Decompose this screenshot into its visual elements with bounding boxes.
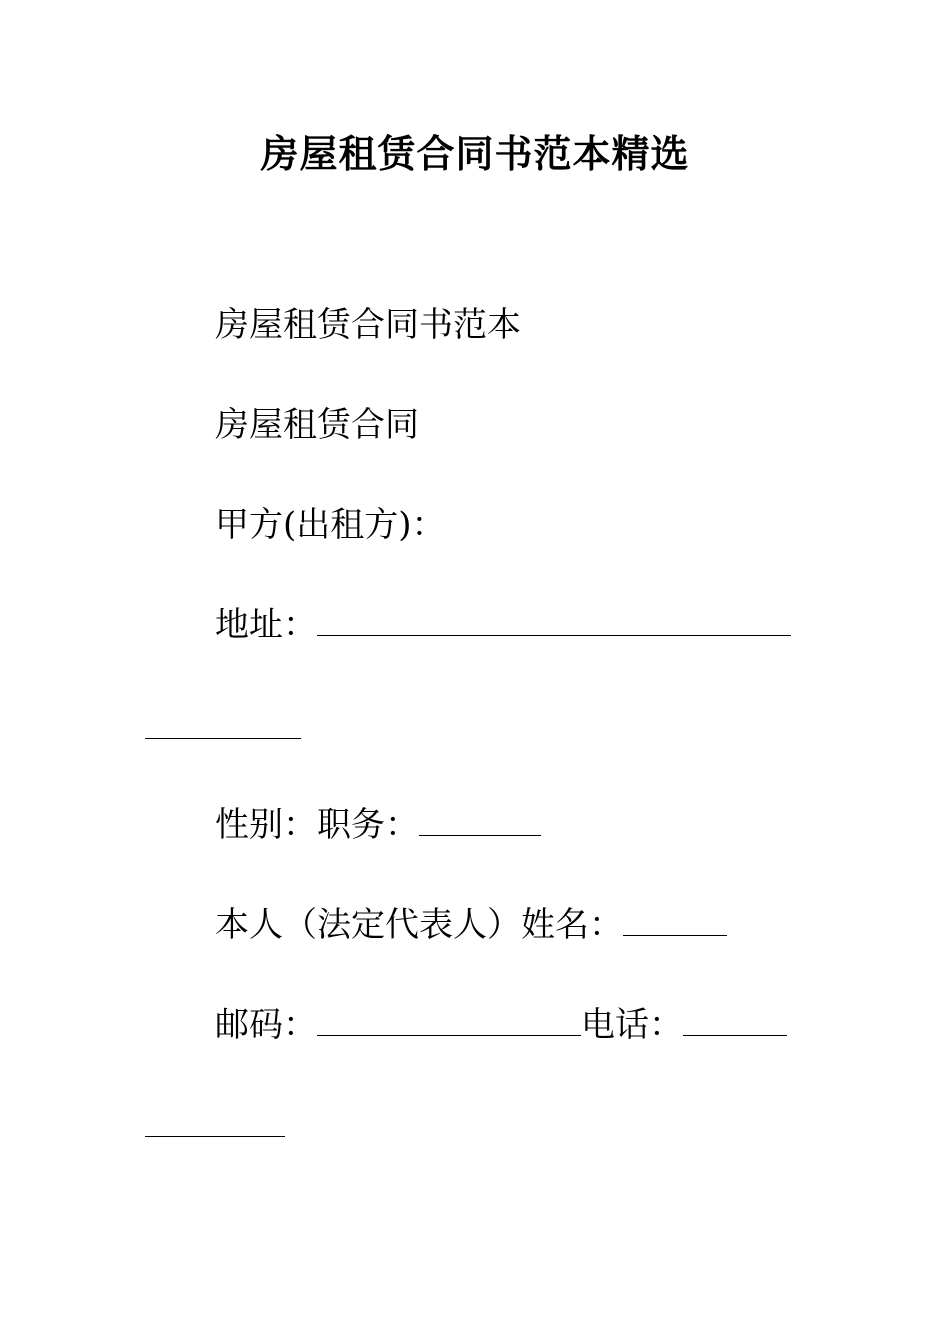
position-label: 职务：: [317, 805, 419, 845]
party-a-label: 甲方(出租方)：: [215, 505, 446, 545]
postcode-blank[interactable]: [317, 1003, 581, 1036]
representative-label: 本人（法定代表人）姓名：: [215, 905, 623, 945]
representative-line: [215, 902, 727, 948]
representative-blank[interactable]: [623, 903, 727, 936]
address-label: 地址：: [215, 605, 317, 645]
address-blank-continued[interactable]: [145, 738, 301, 739]
document-title: 房屋租赁合同书范本精选: [260, 131, 690, 176]
gender-position-line: [215, 802, 541, 848]
phone-label: 电话：: [581, 1005, 683, 1045]
postcode-phone-line: [215, 1002, 787, 1048]
address-line: [215, 602, 791, 648]
position-blank[interactable]: [419, 803, 541, 836]
phone-blank[interactable]: [683, 1003, 787, 1036]
heading-lease-contract: 房屋租赁合同: [215, 405, 419, 445]
phone-blank-continued[interactable]: [145, 1136, 285, 1137]
heading-contract-template: 房屋租赁合同书范本: [215, 305, 521, 345]
postcode-label: 邮码：: [215, 1005, 317, 1045]
address-blank[interactable]: [317, 603, 791, 636]
gender-label: 性别：: [215, 805, 317, 845]
